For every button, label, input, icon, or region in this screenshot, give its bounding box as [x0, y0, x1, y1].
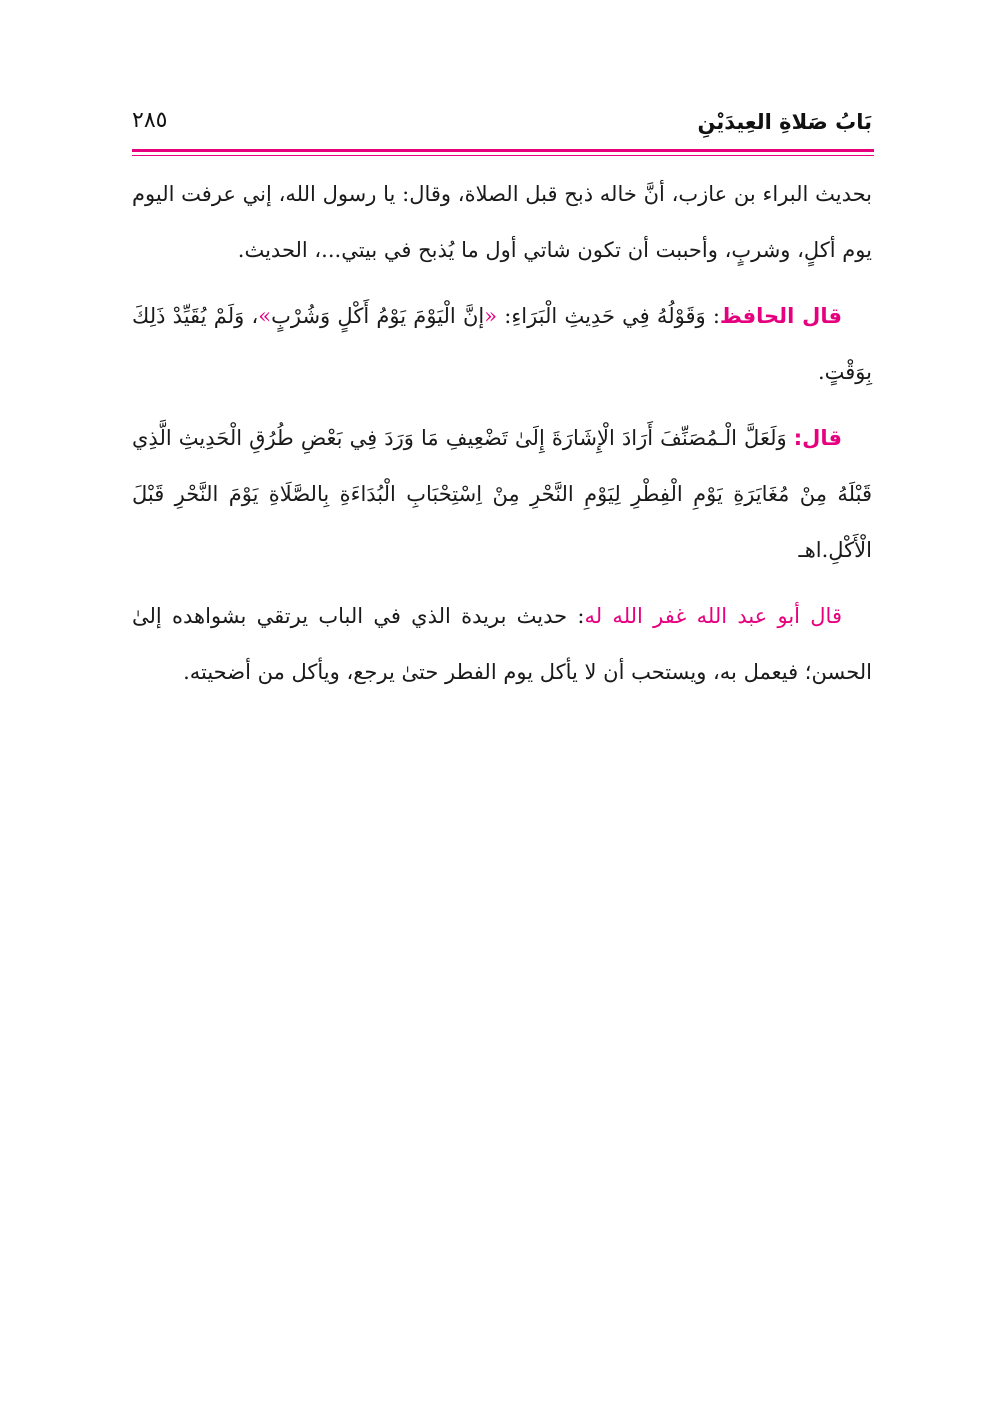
speaker-label-abu-abdillah: قال أبو عبد الله غفر الله له [584, 604, 842, 628]
speaker-label-qal: قال: [793, 426, 842, 450]
paragraph-qal [132, 410, 872, 578]
header-rule-thick [132, 149, 874, 152]
paragraph-al-hafiz [132, 288, 872, 400]
header-rule-thin [132, 155, 874, 156]
chapter-title: بَابُ صَلاةِ العِيدَيْنِ [697, 110, 872, 134]
paragraph-hadith-al-bara [132, 166, 872, 278]
hadith-quote: إنَّ الْيَوْمَ يَوْمُ أَكْلٍ وَشُرْبٍ [271, 304, 485, 328]
speaker-label-al-hafiz: قال الحافظ [719, 304, 842, 328]
paragraph-text: : حديث بريدة الذي في الباب يرتقي بشواهده إلىٰ الحسن؛ فيعمل به، ويستحب أن لا يأكل يوم الفطر حتىٰ يرجع، ويأكل من أضحيته. [132, 604, 872, 684]
page-header [132, 108, 872, 148]
paragraph-text: وَلَعَلَّ الْـمُصَنِّفَ أَرَادَ الْإِشَارَةَ إِلَىٰ تَضْعِيفِ مَا وَرَدَ فِي بَعْضِ طُرُقِ الْحَدِيثِ الَّذِي قَبْلَهُ مِنْ مُغَايَرَةِ يَوْمِ الْفِطْرِ لِيَوْمِ النَّحْرِ مِنْ اِسْتِحْبَابِ الْبُدَاءَةِ بِالصَّلَاةِ يَوْمَ النَّحْرِ قَبْلَ الْأَكْلِ.اهـ [132, 426, 872, 562]
page-number: ٢٨٥ [132, 108, 168, 133]
paragraph-text: بحديث البراء بن عازب، أنَّ خاله ذبح قبل الصلاة، وقال: يا رسول الله، إني عرفت اليوم يوم أكلٍ، وشربٍ، وأحببت أن تكون شاتي أول ما يُذبح في بيتي...، الحديث. [132, 182, 872, 262]
page-body [132, 166, 872, 710]
paragraph-abu-abdillah [132, 588, 872, 700]
quote-close-mark: » [258, 304, 272, 328]
paragraph-text: : وَقَوْلُهُ فِي حَدِيثِ الْبَرَاءِ: [497, 304, 720, 328]
quote-open-mark: « [484, 304, 498, 328]
paragraph-text: ، وَلَمْ يُقَيِّدْ ذَلِكَ بِوَقْتٍ. [132, 304, 872, 384]
